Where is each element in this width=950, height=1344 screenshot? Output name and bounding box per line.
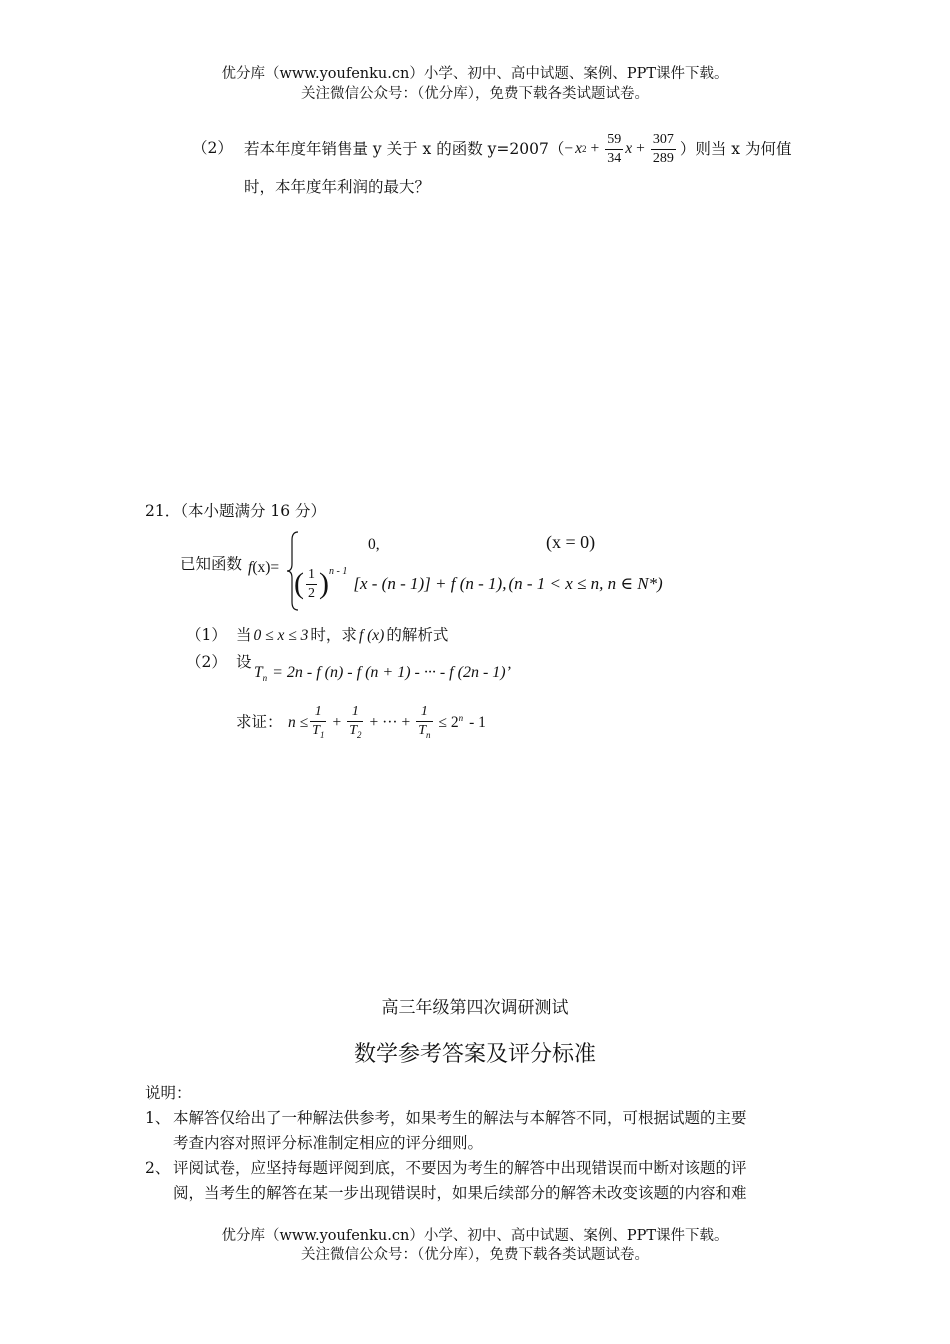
q20-part2-line2: 时，本年度年利润的最大？ — [244, 178, 431, 196]
q21-part1-fx: f (x) — [358, 627, 385, 644]
q21-lparen: ( — [294, 567, 304, 600]
page-footer-line2: 关注微信公众号：（优分库），免费下载各类试题试卷。 — [301, 1247, 649, 1263]
q21-tn-expr: = 2n - f (n) - f (n + 1) - ··· - f (2n - 1)’ — [272, 664, 511, 681]
q21-prove-expr — [288, 698, 486, 748]
q21-prove-frac1 — [310, 703, 326, 744]
answers-item2-line2: 阅，当考生的解答在某一步出现错误时，如果后续部分的解答未改变该题的内容和难 — [173, 1184, 747, 1202]
q21-prove-exp: n — [458, 713, 464, 723]
answers-item2-line1: 评阅试卷，应坚持每题评阅到底，不要因为考生的解答中出现错误而中断对该题的评 — [173, 1159, 747, 1177]
q21-part1-line — [236, 625, 448, 646]
q21-prove-fracn-num: 1 — [416, 703, 432, 722]
q21-tn-T: T — [254, 664, 263, 681]
q20-part2-number: （2） — [192, 139, 233, 157]
q21-case2-rest: [x - (n - 1)] + f (n - 1), — [353, 574, 507, 593]
q20-frac2-num: 307 — [651, 131, 676, 150]
page-footer-line1: 优分库（www.youfenku.cn）小学、初中、高中试题、案例、PPT课件下载。 — [221, 1228, 729, 1244]
answers-item2-num: 2、 — [145, 1159, 171, 1177]
q20-part2-line1 — [244, 128, 791, 170]
q21-tn-def — [254, 662, 511, 688]
q20-frac1 — [605, 131, 623, 168]
page-header-line2: 关注微信公众号：（优分库），免费下载各类试题试卷。 — [301, 86, 649, 102]
q21-part1-number: （1） — [186, 626, 227, 644]
q21-prove-dots: + ··· + — [369, 714, 411, 731]
q21-part2-text: 设 — [236, 653, 252, 671]
answers-title2: 数学参考答案及评分标准 — [353, 1042, 596, 1067]
page-header-line1: 优分库（www.youfenku.cn）小学、初中、高中试题、案例、PPT课件下载。 — [221, 66, 729, 82]
q21-prove-fracn — [416, 703, 432, 744]
q20-plus1: + — [590, 140, 600, 157]
q20-text-after: ）则当 x 为何值 — [679, 140, 792, 158]
q21-fx-arg: (x)= — [252, 559, 280, 576]
q21-case1-value: 0, — [368, 536, 380, 553]
q21-part1-text-a: 当 — [236, 626, 252, 644]
q20-plus2: + — [636, 140, 645, 157]
q21-half — [306, 566, 317, 603]
q21-case1-cond: (x = 0) — [546, 532, 596, 552]
q21-half-den: 2 — [308, 585, 315, 601]
q21-intro: 已知函数 — [180, 555, 243, 573]
q20-exp: 2 — [581, 144, 587, 154]
answers-item1-line2: 考查内容对照评分标准制定相应的评分细则。 — [173, 1134, 484, 1152]
q21-fx — [248, 557, 279, 578]
q20-frac2 — [651, 131, 676, 168]
q21-case2-exp: n - 1 — [329, 566, 348, 577]
q21-prove-fracn-den: $T_n$ — [418, 722, 431, 740]
q21-part2-number: （2） — [186, 653, 227, 671]
q21-part1-text-c: 的解析式 — [386, 626, 449, 644]
q21-prove-minus1: - 1 — [469, 714, 486, 731]
q21-prove-frac2-den: $T_2$ — [349, 722, 362, 740]
q21-tn-sub: n — [262, 673, 268, 683]
q20-text-before: 若本年度年销售量 y 关于 x 的函数 y=2007（ — [244, 140, 565, 158]
q20-frac1-num: 59 — [605, 131, 623, 150]
answers-title1: 高三年级第四次调研测试 — [381, 998, 569, 1018]
q21-prove-label: 求证： — [236, 713, 283, 731]
q21-fx-f: f — [248, 559, 253, 576]
q21-heading: 21．（本小题满分 16 分） — [145, 502, 327, 520]
q20-frac2-den: 289 — [652, 150, 674, 166]
answers-item1-line1: 本解答仅给出了一种解法供参考，如果考生的解法与本解答不同，可根据试题的主要 — [173, 1109, 747, 1127]
q21-part1-text-b: 时，求 — [310, 626, 357, 644]
q21-prove-frac2-num: 1 — [347, 703, 363, 722]
q21-prove-n: n ≤ — [288, 714, 309, 731]
q21-part1-math: 0 ≤ x ≤ 3 — [253, 627, 309, 644]
q21-prove-le: ≤ 2 — [438, 714, 459, 731]
q20-x: x — [575, 140, 582, 157]
q20-frac1-den: 34 — [607, 150, 622, 166]
q21-case2 — [294, 560, 663, 608]
q21-case2-cond: (n - 1 < x ≤ n, n ∈ N*) — [508, 574, 663, 593]
q21-rparen: ) — [319, 567, 329, 600]
q20-minus: − — [564, 140, 574, 157]
answers-item1-num: 1、 — [145, 1109, 171, 1127]
q21-prove-frac2 — [347, 703, 363, 744]
q20-x2: x — [625, 140, 633, 157]
q21-prove-frac1-den: $T_1$ — [312, 722, 325, 740]
q21-half-num: 1 — [306, 566, 317, 585]
q21-prove-plus: + — [332, 714, 342, 731]
q21-prove-frac1-num: 1 — [310, 703, 326, 722]
answers-note-label: 说明： — [145, 1084, 192, 1102]
